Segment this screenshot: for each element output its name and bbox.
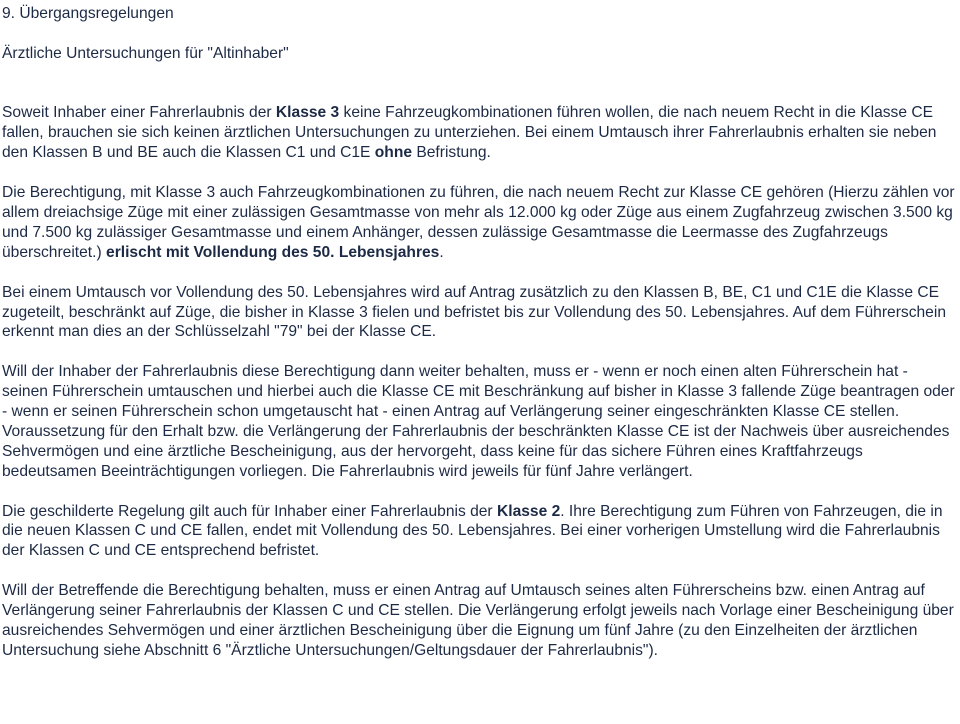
p2-text-a: Die Berechtigung, mit Klasse 3 auch Fahrzeugkombinationen zu führen, die nach neuem Recht zur Klasse CE gehören (Hierzu zählen vor allem dreiachsige Züge mit einer zulässigen Gesamtmasse von mehr als 12.000 kg oder Züge aus einem Zugfahrzeug zwischen 3.500 kg und 7.500 kg zulässiger Gesamtmasse und einem Anhänger, dessen zulässige Gesamtmasse die Leermasse des Zugfahrzeugs überschreitet.): [2, 184, 955, 261]
p1-text-e: Befristung.: [412, 144, 491, 162]
paragraph-klasse-2: [2, 502, 957, 562]
p1-bold-klasse-3: Klasse 3: [275, 104, 340, 122]
paragraph-berechtigung: [2, 183, 957, 263]
p5-bold-klasse-2: Klasse 2: [496, 502, 561, 520]
subtitle: Ärztliche Untersuchungen für "Altinhaber": [2, 44, 289, 62]
paragraph-umtausch: Bei einem Umtausch vor Vollendung des 50. Lebensjahres wird auf Antrag zusätzlich zu den Klassen B, BE, C1 und C1E die Klasse CE zugeteilt, beschränkt auf Züge, die bisher in Klasse 3 fielen und befristet bis zur Vollendung des 50. Lebensjahres. Auf dem Führerschein erkennt man dies an der Schlüsselzahl "79" bei der Klasse CE.: [2, 283, 946, 341]
paragraph-klasse-3: [2, 103, 957, 163]
paragraph-antrag: Will der Betreffende die Berechtigung behalten, muss er einen Antrag auf Umtausch seines alten Führerscheins bzw. einen Antrag auf Verlängerung seiner Fahrerlaubnis der Klassen C und CE stellen. Die Verlängerung erfolgt jeweils nach Vorlage einer Bescheinigung über ausreichendes Sehvermögen und einer ärztlichen Bescheinigung über die Eignung um fünf Jahre (zu den Einzelheiten der ärztlichen Untersuchung siehe Abschnitt 6 "Ärztliche Untersuchungen/Geltungsdauer der Fahrerlaubnis").: [2, 582, 954, 659]
section-title: 9. Übergangsregelungen: [2, 5, 174, 22]
p2-text-c: .: [439, 243, 444, 261]
p5-text-a: Die geschilderte Regelung gilt auch für Inhaber einer Fahrerlaubnis der: [2, 502, 497, 520]
p2-bold-erlischt: erlischt mit Vollendung des 50. Lebensjahres: [106, 243, 440, 261]
document-body: [2, 4, 957, 661]
p5-text-c: . Ihre Berechtigung zum Führen von Fahrzeugen, die in die neuen Klassen C und CE fallen, endet mit Vollendung des 50. Lebensjahres. Bei einer vorherigen Umstellung wird die Fahrerlaubnis der Klassen C und CE entsprechend befristet.: [2, 502, 943, 560]
paragraph-verlaengerung: Will der Inhaber der Fahrerlaubnis diese Berechtigung dann weiter behalten, muss er - wenn er noch einen alten Führerschein hat - seinen Führerschein umtauschen und hierbei auch die Klasse CE mit Beschränkung auf bisher in Klasse 3 fallende Züge beantragen oder - wenn er seinen Führerschein schon umgetauscht hat - einen Antrag auf Verlängerung seiner eingeschränkten Klasse CE stellen. Voraussetzung für den Erhalt bzw. die Verlängerung der Fahrerlaubnis der beschränkten Klasse CE ist der Nachweis über ausreichendes Sehvermögen und eine ärztliche Bescheinigung, aus der hervorgeht, dass keine für das sichere Führen eines Kraftfahrzeugs bedeutsamen Beeinträchtigungen vorliegen. Die Fahrerlaubnis wird jeweils für fünf Jahre verlängert.: [2, 363, 955, 480]
p1-bold-ohne: ohne: [374, 144, 413, 162]
p1-text-a: Soweit Inhaber einer Fahrerlaubnis der: [2, 104, 276, 122]
p1-text-c: keine Fahrzeugkombinationen führen wollen, die nach neuem Recht in die Klasse CE fallen, brauchen sie sich keinen ärztlichen Untersuchungen zu unterziehen. Bei einem Umtausch ihrer Fahrerlaubnis erhalten sie neben den Klassen B und BE auch die Klassen C1 und C1E: [2, 104, 937, 162]
